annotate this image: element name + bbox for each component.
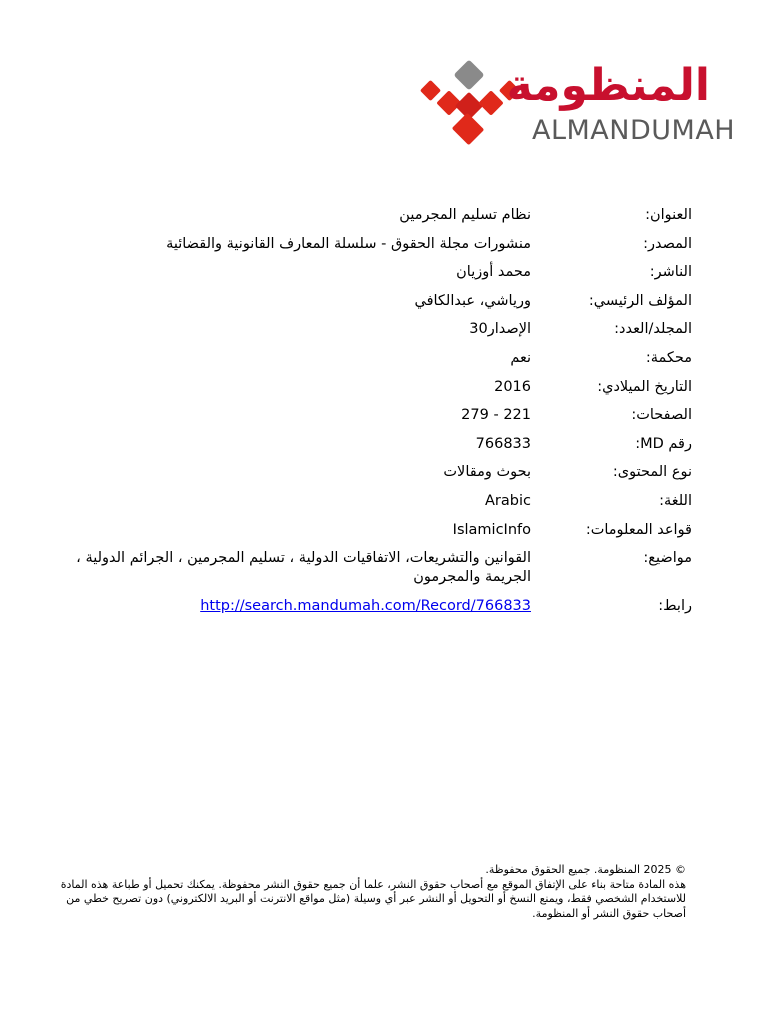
field-row-publisher (60, 263, 692, 282)
usage-notice: هذه المادة متاحة بناء على الإتفاق الموقع مع أصحاب حقوق النشر، علما أن جميع حقوق النشر محفوظة. يمكنك تحميل أو طباعة هذه المادة للاستخدام الشخصي فقط، ويمنع النسخ أو التحويل أو النشر عبر أي وسيلة (مثل مواقع الانترنت أو البريد الالكتروني) دون تصريح خطي من أصحاب حقوق النشر أو المنظومة. (60, 877, 686, 920)
field-row-md-number (60, 435, 692, 454)
field-row-pages (60, 406, 692, 425)
field-label: العنوان: (645, 207, 692, 223)
logo-diamond-bottom (452, 113, 485, 146)
field-label: المؤلف الرئيسي: (588, 292, 692, 309)
field-value: Arabic (485, 492, 531, 509)
field-label: اللغة: (659, 492, 692, 509)
field-row-gregorian-date (60, 378, 692, 397)
field-row-main-author (60, 292, 692, 311)
logo-arabic-wordmark: المنظومة (506, 60, 710, 111)
field-value: ورياشي، عبدالكافي (414, 292, 531, 309)
logo-diamond-left-outer (420, 80, 441, 101)
field-value (60, 597, 531, 616)
field-row-content-type (60, 463, 692, 482)
field-row-peer-reviewed (60, 349, 692, 368)
field-value: محمد أوزيان (456, 264, 531, 281)
logo-diamond-top-gray (453, 59, 484, 90)
record-link[interactable]: http://search.mandumah.com/Record/766833 (200, 597, 531, 614)
field-label: رقم MD: (635, 435, 692, 452)
logo-latin-wordmark: ALMANDUMAH (532, 115, 736, 146)
field-value: منشورات مجلة الحقوق - سلسلة المعارف القانونية والقضائية (166, 235, 531, 252)
field-row-source (60, 235, 692, 254)
field-value: 2016 (494, 378, 531, 395)
field-label: رابط: (658, 597, 692, 614)
field-value: الإصدار30 (469, 321, 531, 338)
field-value: بحوث ومقالات (443, 464, 531, 481)
field-label: الناشر: (649, 264, 692, 281)
field-value: القوانين والتشريعات، الاتفاقيات الدولية ، تسليم المجرمين ، الجرائم الدولية ، الجريمة والمجرمون (76, 550, 531, 586)
field-row-databases (60, 521, 692, 540)
field-label: المصدر: (643, 235, 692, 252)
field-label: الصفحات: (631, 407, 692, 424)
field-row-link (60, 597, 692, 616)
field-label: المجلد/العدد: (614, 321, 692, 338)
field-label: قواعد المعلومات: (585, 521, 692, 538)
field-row-title (60, 206, 692, 225)
field-value: IslamicInfo (452, 521, 531, 538)
field-label: نوع المحتوى: (612, 464, 692, 481)
field-row-volume-issue (60, 320, 692, 339)
field-label: مواضيع: (643, 550, 692, 567)
almandumah-logo (412, 56, 736, 152)
field-row-language (60, 492, 692, 511)
copyright-footer (60, 863, 686, 921)
field-value: نعم (510, 349, 531, 366)
field-label: التاريخ الميلادي: (597, 378, 692, 395)
copyright-line: © 2025 المنظومة. جميع الحقوق محفوظة. (485, 863, 686, 876)
field-value: 766833 (475, 435, 531, 452)
field-value: 221 - 279 (461, 407, 531, 424)
logo-diamond-right-inner (478, 90, 503, 115)
field-label: محكمة: (645, 349, 692, 366)
record-metadata (60, 206, 692, 625)
field-row-subjects (60, 549, 692, 587)
field-value: نظام تسليم المجرمين (399, 207, 531, 223)
